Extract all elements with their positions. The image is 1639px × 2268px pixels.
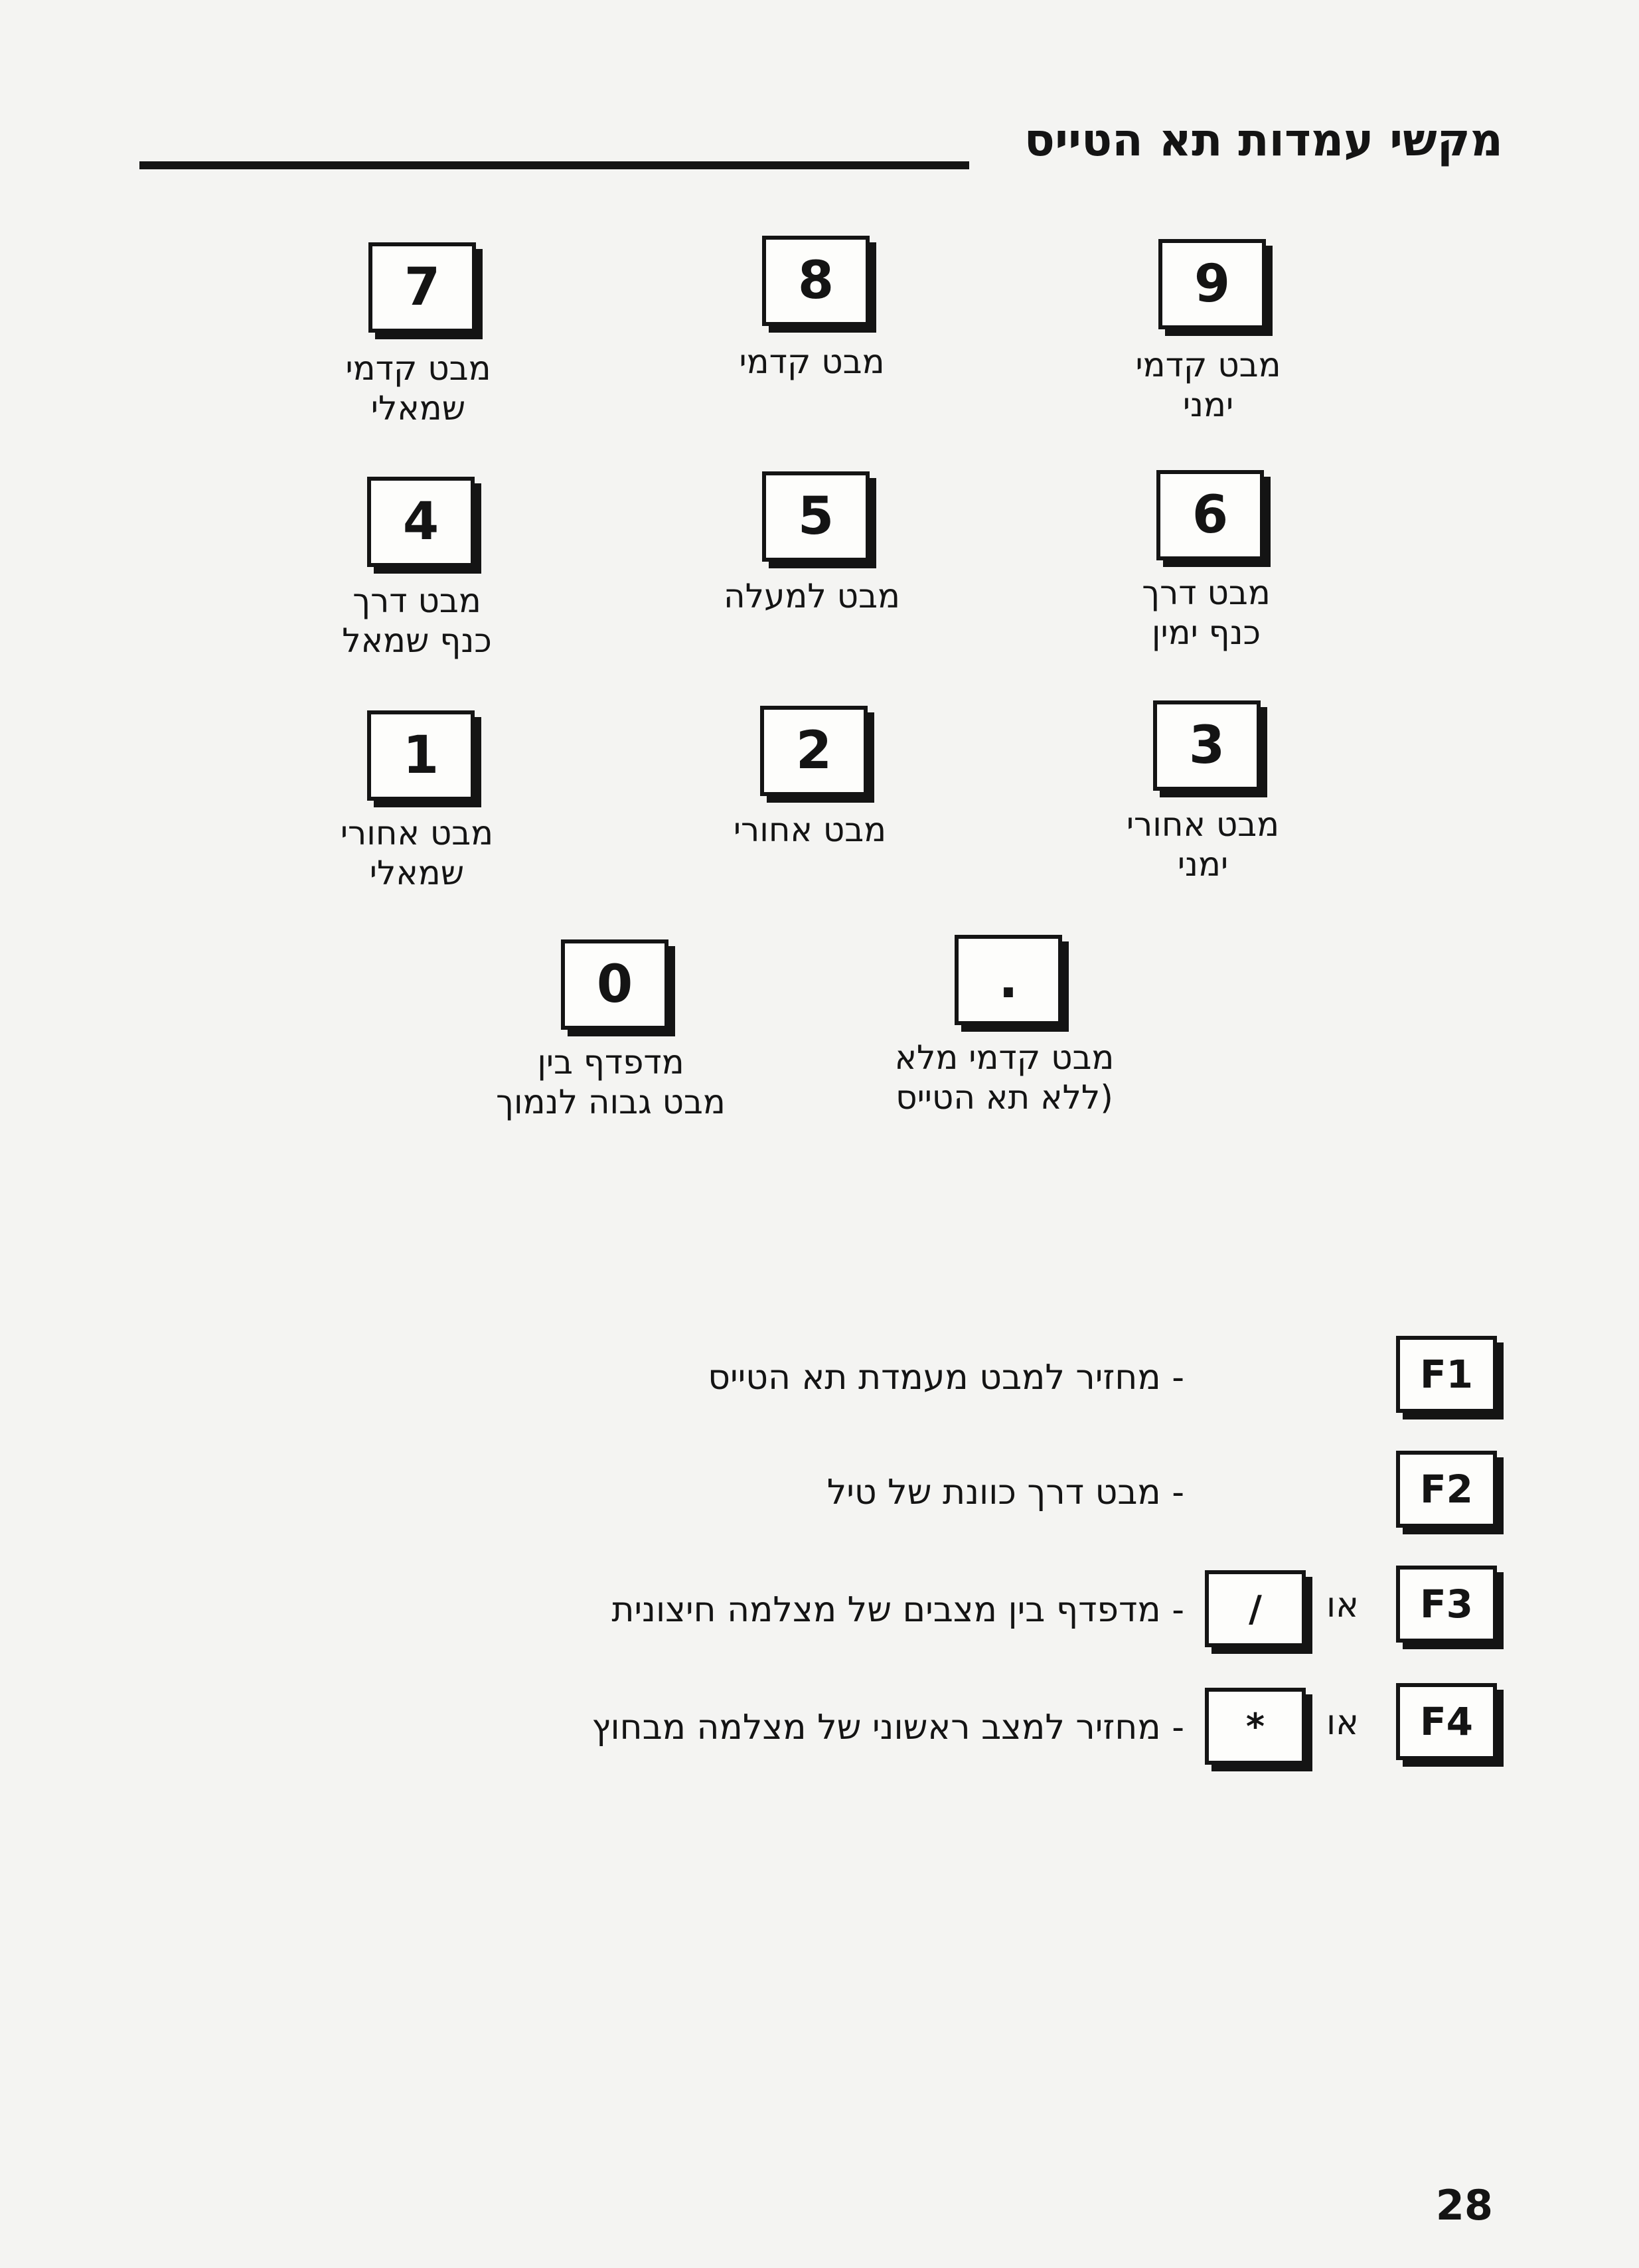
- key-1-caption: [277, 813, 556, 893]
- caption-line: מבט דרך: [1142, 574, 1271, 612]
- f4-description: - מחזיר למצב ראשוני של מצלמה מבחוץ: [591, 1708, 1184, 1747]
- key-0: 0: [561, 939, 668, 1030]
- f1-description: - מחזיר למבט מעמדת תא הטייס: [708, 1358, 1184, 1398]
- key-f1: F1: [1396, 1336, 1497, 1413]
- key-f2: F2: [1396, 1451, 1497, 1528]
- key-8: 8: [762, 236, 870, 326]
- caption-line: ימני: [1177, 845, 1229, 884]
- key-1: 1: [367, 710, 475, 801]
- key-slash: /: [1205, 1570, 1306, 1647]
- key-0-caption: [471, 1042, 750, 1122]
- caption-line: מבט אחורי: [1126, 805, 1280, 844]
- caption-line: שמאלי: [370, 389, 466, 428]
- caption-line: מדפדף בין: [537, 1043, 684, 1082]
- page-title: מקשי עמדות תא הטייס: [1024, 114, 1503, 167]
- caption-line: מבט קדמי: [345, 349, 491, 388]
- caption-line: מבט גבוה לנמוך: [496, 1083, 726, 1121]
- key-4-caption: [277, 581, 556, 661]
- key-2: 2: [760, 706, 868, 796]
- f2-description: - מבט דרך כוונת של טיל: [826, 1473, 1184, 1512]
- title-underline: [139, 161, 969, 169]
- key-9-caption: [1069, 345, 1348, 425]
- caption-line: (ללא תא הטייס: [896, 1078, 1113, 1117]
- or-label: או: [1326, 1585, 1359, 1625]
- f3-description: - מדפדף בין מצבים של מצלמה חיצונית: [611, 1590, 1184, 1630]
- key-7-caption: [279, 349, 558, 428]
- caption-line: מבט קדמי: [739, 343, 885, 381]
- caption-line: כנף שמאל: [342, 621, 492, 660]
- key-4: 4: [367, 477, 475, 567]
- key-5: 5: [762, 471, 870, 562]
- key-3-caption: [1063, 805, 1342, 884]
- key-5-caption: [672, 576, 951, 616]
- key-decimal: .: [955, 935, 1062, 1025]
- key-9: 9: [1158, 239, 1266, 329]
- or-label: או: [1326, 1703, 1359, 1743]
- key-f3: F3: [1396, 1566, 1497, 1643]
- caption-line: מבט קדמי: [1135, 346, 1281, 384]
- key-decimal-caption: [865, 1038, 1144, 1117]
- caption-line: מבט אחורי: [340, 814, 494, 852]
- key-f4: F4: [1396, 1683, 1497, 1760]
- key-asterisk: *: [1205, 1688, 1306, 1765]
- key-2-caption: [670, 810, 949, 850]
- key-6-caption: [1067, 573, 1346, 653]
- key-6: 6: [1156, 470, 1264, 560]
- caption-line: מבט קדמי מלא: [894, 1038, 1115, 1077]
- key-3: 3: [1153, 700, 1261, 791]
- caption-line: שמאלי: [369, 854, 465, 892]
- page-number: 28: [1435, 2181, 1493, 2229]
- caption-line: מבט אחורי: [733, 811, 887, 849]
- caption-line: כנף ימין: [1151, 613, 1261, 652]
- key-7: 7: [368, 242, 476, 333]
- caption-line: מבט דרך: [352, 582, 481, 620]
- caption-line: מבט למעלה: [724, 577, 900, 615]
- key-8-caption: [672, 342, 951, 382]
- caption-line: ימני: [1182, 386, 1234, 424]
